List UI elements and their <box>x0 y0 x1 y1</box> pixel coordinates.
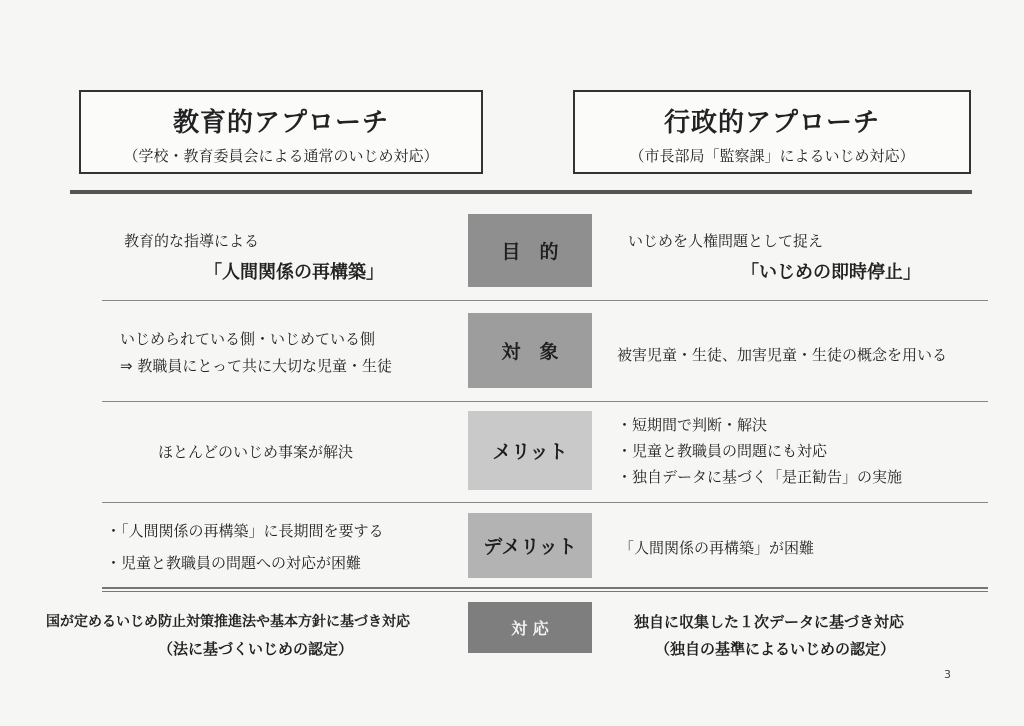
response-label-box <box>468 602 592 653</box>
row-divider <box>102 300 988 301</box>
target-label: 対 象 <box>501 341 559 363</box>
merit-right-item: ・独自データに基づく「是正勧告」の実施 <box>617 468 903 486</box>
row-divider <box>102 502 988 503</box>
left-header-subtitle: （学校・教育委員会による通常のいじめ対応） <box>123 147 439 165</box>
right-header-title: 行政的アプローチ <box>663 108 880 138</box>
right-header <box>573 90 971 174</box>
merit-right-item: ・児童と教職員の問題にも対応 <box>617 442 828 460</box>
merit-right-item: ・短期間で判断・解決 <box>617 416 768 434</box>
response-left-line2: （法に基づくいじめの認定） <box>158 640 354 658</box>
right-header-subtitle: （市長部局「監察課」によるいじめ対応） <box>629 147 915 165</box>
target-left-line2: ⇒ 教職員にとって共に大切な児童・生徒 <box>120 357 393 375</box>
purpose-right-line2: 「いじめの即時停止」 <box>741 262 921 283</box>
row-divider <box>102 401 988 402</box>
demerit-right-line1: 「人間関係の再構築」が困難 <box>619 539 815 557</box>
purpose-left-line1: 教育的な指導による <box>124 232 260 250</box>
demerit-label: デメリット <box>483 536 577 558</box>
response-left-line1: 国が定めるいじめ防止対策推進法や基本方針に基づき対応 <box>46 614 410 630</box>
target-left-line1: いじめられている側・いじめている側 <box>120 330 376 348</box>
purpose-label-box <box>468 214 592 287</box>
target-label-box <box>468 313 592 388</box>
purpose-right-line1: いじめを人権問題として捉え <box>628 232 824 250</box>
merit-left-line1: ほとんどのいじめ事案が解決 <box>158 443 354 461</box>
response-right-line2: （独自の基準によるいじめの認定） <box>655 640 896 658</box>
left-header <box>79 90 483 174</box>
header-divider <box>70 190 972 194</box>
demerit-left-item: ・「人間関係の再構築」に長期間を要する <box>106 522 384 540</box>
double-divider <box>102 587 988 592</box>
merit-label-box <box>468 411 592 490</box>
purpose-label: 目 的 <box>501 241 559 263</box>
demerit-label-box <box>468 513 592 578</box>
left-header-title: 教育的アプローチ <box>172 108 389 138</box>
page-number: 3 <box>944 668 951 681</box>
response-right-line1: 独自に収集した１次データに基づき対応 <box>634 613 905 631</box>
target-right-line1: 被害児童・生徒、加害児童・生徒の概念を用いる <box>617 346 948 364</box>
merit-label: メリット <box>492 441 568 463</box>
purpose-left-line2: 「人間関係の再構築」 <box>204 262 384 283</box>
response-label: 対 応 <box>511 619 549 638</box>
demerit-left-item: ・児童と教職員の問題への対応が困難 <box>106 554 362 572</box>
